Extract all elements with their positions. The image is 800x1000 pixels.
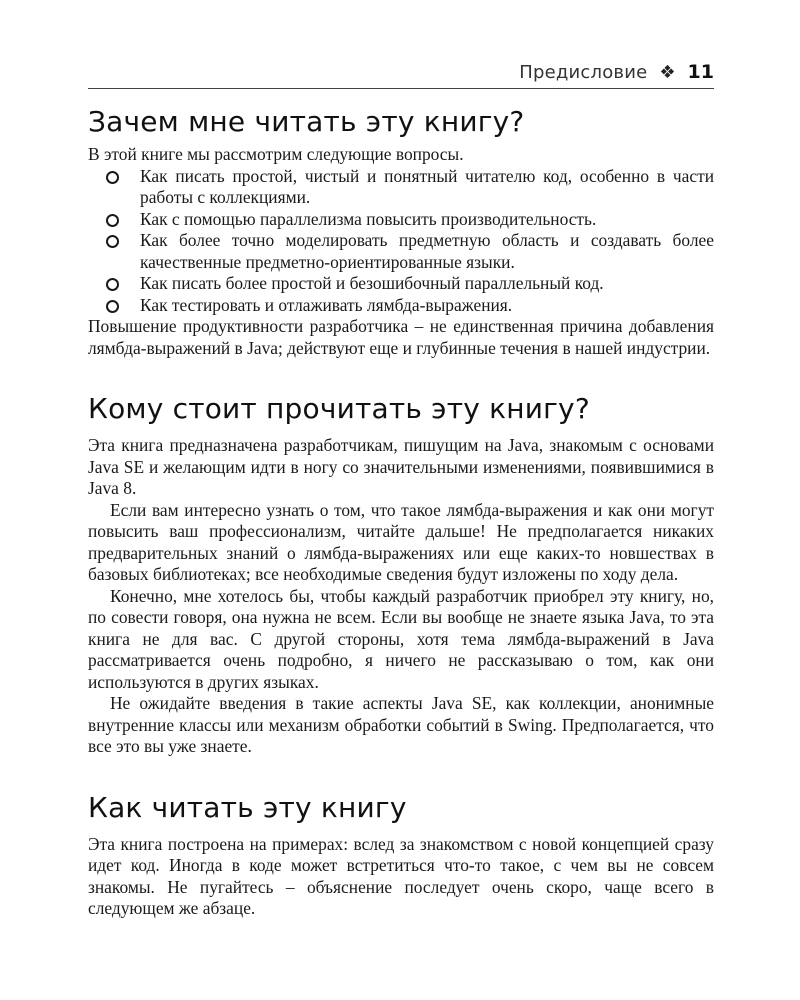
page-content — [88, 100, 714, 920]
bullet-list — [88, 166, 714, 317]
list-item-text: Как писать простой, чистый и понятный читателю код, особенно в части работы с коллекциями. — [140, 165, 714, 207]
section-paragraph: Конечно, мне хотелось бы, чтобы каждый разработчик приобрел эту книгу, но, по совести говоря, она нужна не всем. Если вы вообще не знаете языка Java, то эта книга не для вас. С другой стороны, хотя тема лямбда-выражений в Java рассматривается очень подробно, я ничего не рассказываю о том, как они используются в других языках. — [88, 585, 714, 692]
running-head — [88, 58, 714, 86]
list-item-text: Как более точно моделировать предметную область и создавать более качественные предметно-ориентированные языки. — [140, 230, 714, 272]
section-paragraph: Если вам интересно узнать о том, что такое лямбда-выражения и как они могут повысить ваш профессионализм, читайте дальше! Не предполагается никаких предварительных знаний о лямбда-выражениях или еще каких-то новшествах в базовых библиотеках; все необходимые сведения будут изложены по ходу дела. — [88, 499, 714, 584]
section-heading: Зачем мне читать эту книгу? — [88, 105, 525, 138]
list-item — [88, 273, 714, 295]
bullet-circle-icon — [106, 300, 119, 313]
section-intro: В этой книге мы рассмотрим следующие вопросы. — [88, 144, 464, 164]
list-item — [88, 209, 714, 231]
section-paragraph: Эта книга построена на примерах: вслед за знакомством с новой концепцией сразу идет код. Иногда в коде может встретиться что-то такое, с чем вы не совсем знакомы. Не пугайтесь – объяснение последует очень скоро, чаще всего в следующем же абзаце. — [88, 833, 714, 918]
book-page — [88, 0, 714, 1000]
list-item — [88, 230, 714, 273]
bullet-circle-icon — [106, 235, 119, 248]
section-heading: Как читать эту книгу — [88, 790, 407, 824]
bullet-circle-icon — [106, 278, 119, 291]
section-heading: Кому стоит прочитать эту книгу? — [88, 392, 590, 425]
running-head-section: Предисловие — [519, 61, 648, 83]
page-number: 11 — [687, 61, 714, 83]
ornament-icon: ❖ — [659, 61, 676, 83]
list-item — [88, 295, 714, 317]
list-item — [88, 166, 714, 209]
list-item-text: Как с помощью параллелизма повысить производительность. — [140, 208, 597, 229]
bullet-circle-icon — [106, 171, 119, 184]
bullet-circle-icon — [106, 214, 119, 227]
section-paragraph: Не ожидайте введения в такие аспекты Java SE, как коллекции, анонимные внутренние классы или механизм обработки событий в Swing. Предполагается, что все это вы уже знаете. — [88, 693, 714, 756]
list-item-text: Как тестировать и отлаживать лямбда-выражения. — [140, 294, 513, 315]
header-rule — [88, 88, 714, 89]
section-paragraph: Повышение продуктивности разработчика – не единственная причина добавления лямбда-выражений в Java; действуют еще и глубинные течения в нашей индустрии. — [88, 316, 714, 358]
list-item-text: Как писать более простой и безошибочный параллельный код. — [140, 273, 604, 293]
section-paragraph: Эта книга предназначена разработчикам, пишущим на Java, знакомым с основами Java SE и желающим идти в ногу со значительными изменениями, появившимися в Java 8. — [88, 435, 714, 498]
